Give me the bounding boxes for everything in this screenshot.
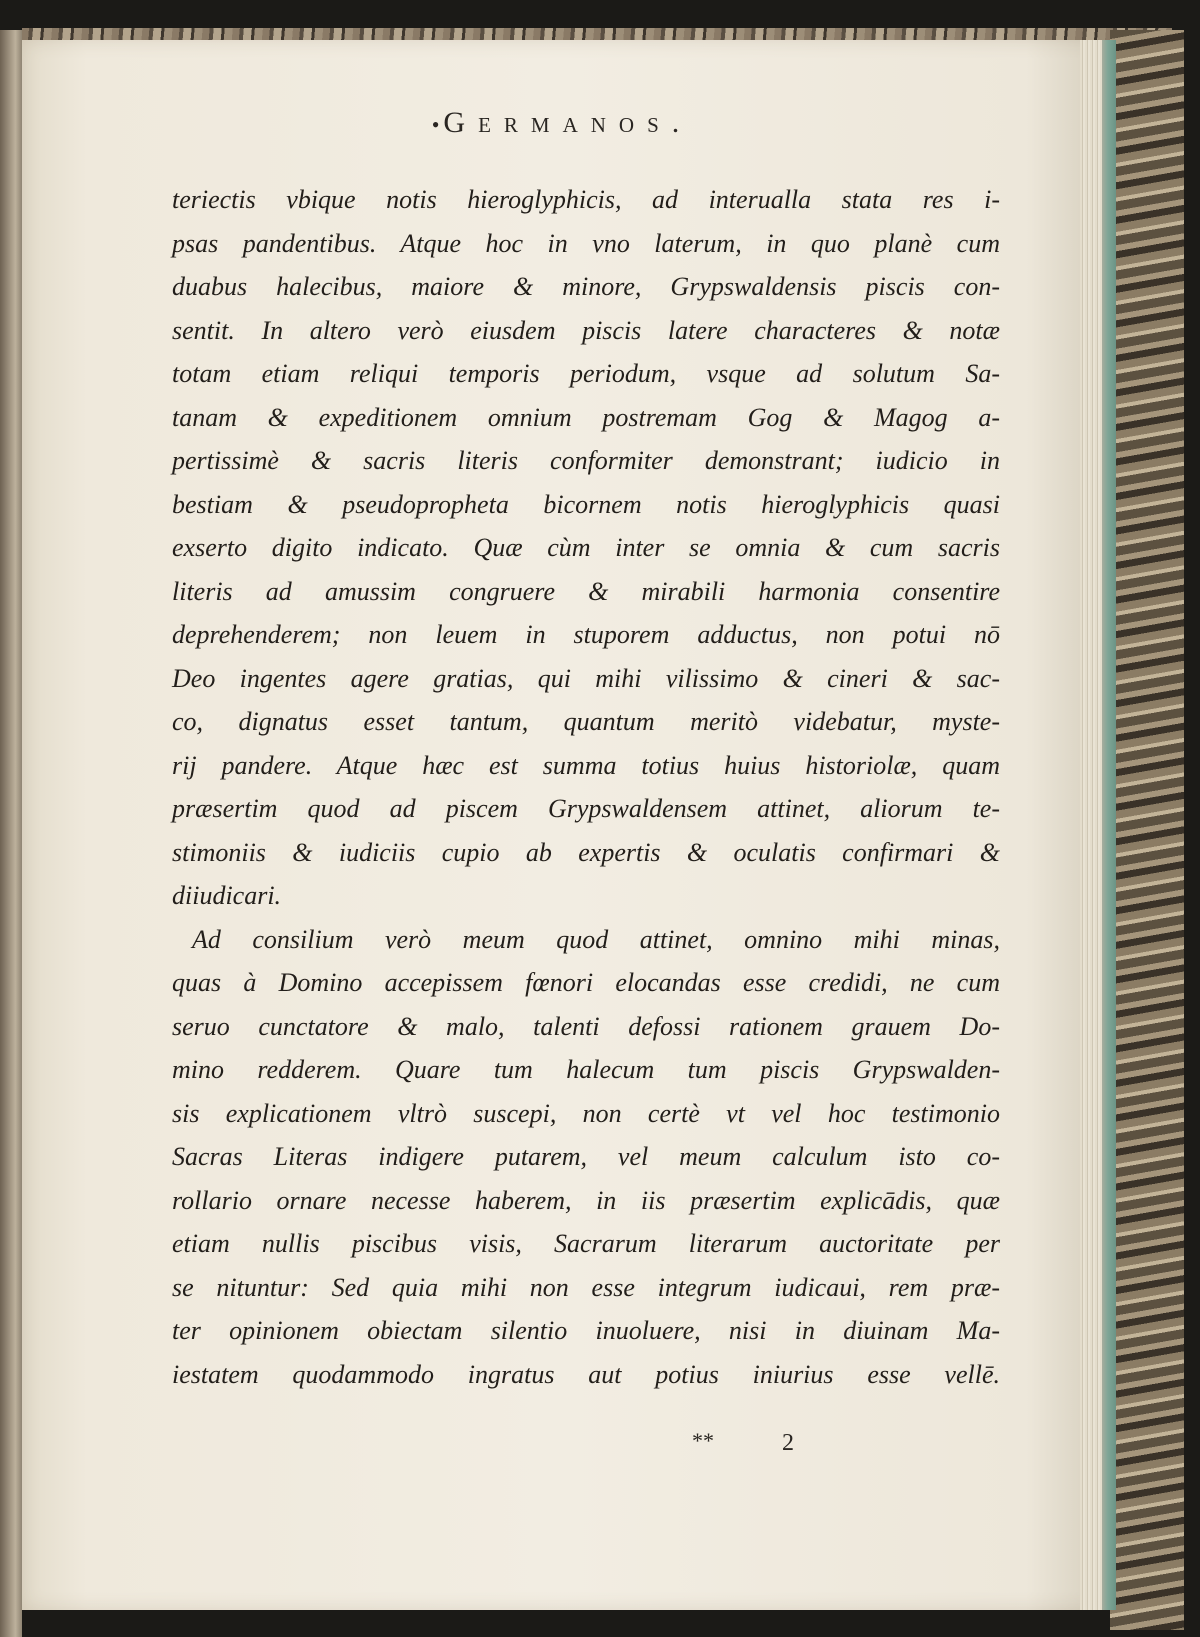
text-line: Sacras Literas indigere putarem, vel meum calculum isto co- [172, 1142, 1000, 1171]
page-block-edges [1080, 40, 1102, 1610]
text-line: tanam & expeditionem omnium postremam Gog & Magog a- [172, 402, 1000, 432]
running-head-mark: • [431, 112, 440, 137]
marbled-cover-right [1110, 30, 1184, 1630]
page-number: 2 [782, 1430, 794, 1456]
body-text [172, 178, 1000, 1396]
text-line: ter opinionem obiectam silentio inuoluere, nisi in diuinam Ma- [172, 1316, 1000, 1345]
running-head-text: Germanos. [443, 106, 693, 139]
text-line: diiudicari. [172, 881, 282, 910]
text-line: psas pandentibus. Atque hoc in vno laterum, in quo planè cum [172, 228, 1000, 258]
text-line: sis explicationem vltrò suscepi, non certè vt vel hoc testimonio [172, 1098, 1000, 1128]
text-line: teriectis vbique notis hieroglyphicis, ad interualla stata res i- [172, 185, 1000, 214]
book-page [22, 40, 1102, 1610]
text-line: totam etiam reliqui temporis periodum, vsque ad solutum Sa- [172, 359, 1000, 388]
signature-mark: ** [692, 1428, 714, 1453]
text-line: se nituntur: Sed quia mihi non esse integrum iudicaui, rem præ- [172, 1272, 1000, 1302]
text-line: rollario ornare necesse haberem, in iis præsertim explicādis, quæ [172, 1185, 1000, 1215]
text-line: præsertim quod ad piscem Grypswaldensem attinet, aliorum te- [172, 794, 1000, 823]
text-line: bestiam & pseudopropheta bicornem notis hieroglyphicis quasi [172, 489, 1000, 519]
text-line: pertissimè & sacris literis conformiter demonstrant; iudicio in [172, 446, 1000, 475]
text-line: sentit. In altero verò eiusdem piscis latere characteres & notæ [172, 315, 1000, 345]
previous-page-edge [0, 30, 22, 1637]
text-line: duabus halecibus, maiore & minore, Grypswaldensis piscis con- [172, 272, 1000, 301]
text-line: quas à Domino accepissem fœnori elocandas esse credidi, ne cum [172, 968, 1000, 997]
running-head [22, 106, 1102, 140]
text-line: etiam nullis piscibus visis, Sacrarum literarum auctoritate per [172, 1229, 1000, 1258]
text-line: rij pandere. Atque hæc est summa totius huius historiolæ, quam [172, 750, 1000, 780]
text-line: iestatem quodammodo ingratus aut potius iniurius esse vellē. [172, 1359, 1000, 1389]
text-line: exserto digito indicato. Quæ cùm inter se omnia & cum sacris [172, 533, 1000, 562]
text-line: literis ad amussim congruere & mirabili harmonia consentire [172, 576, 1000, 606]
text-line: co, dignatus esset tantum, quantum meritò videbatur, myste- [172, 707, 1000, 736]
text-line: Deo ingentes agere gratias, qui mihi vilissimo & cineri & sac- [172, 663, 1000, 693]
text-line: mino redderem. Quare tum halecum tum piscis Grypswalden- [172, 1055, 1000, 1084]
text-line: Ad consilium verò meum quod attinet, omnino mihi minas, [192, 924, 1000, 954]
cover-edge-binding [1100, 40, 1116, 1610]
text-line: deprehenderem; non leuem in stuporem adductus, non potui nō [172, 620, 1000, 649]
text-line: stimoniis & iudiciis cupio ab expertis & oculatis confirmari & [172, 837, 1000, 867]
text-line: seruo cunctatore & malo, talenti defossi rationem grauem Do- [172, 1011, 1000, 1041]
